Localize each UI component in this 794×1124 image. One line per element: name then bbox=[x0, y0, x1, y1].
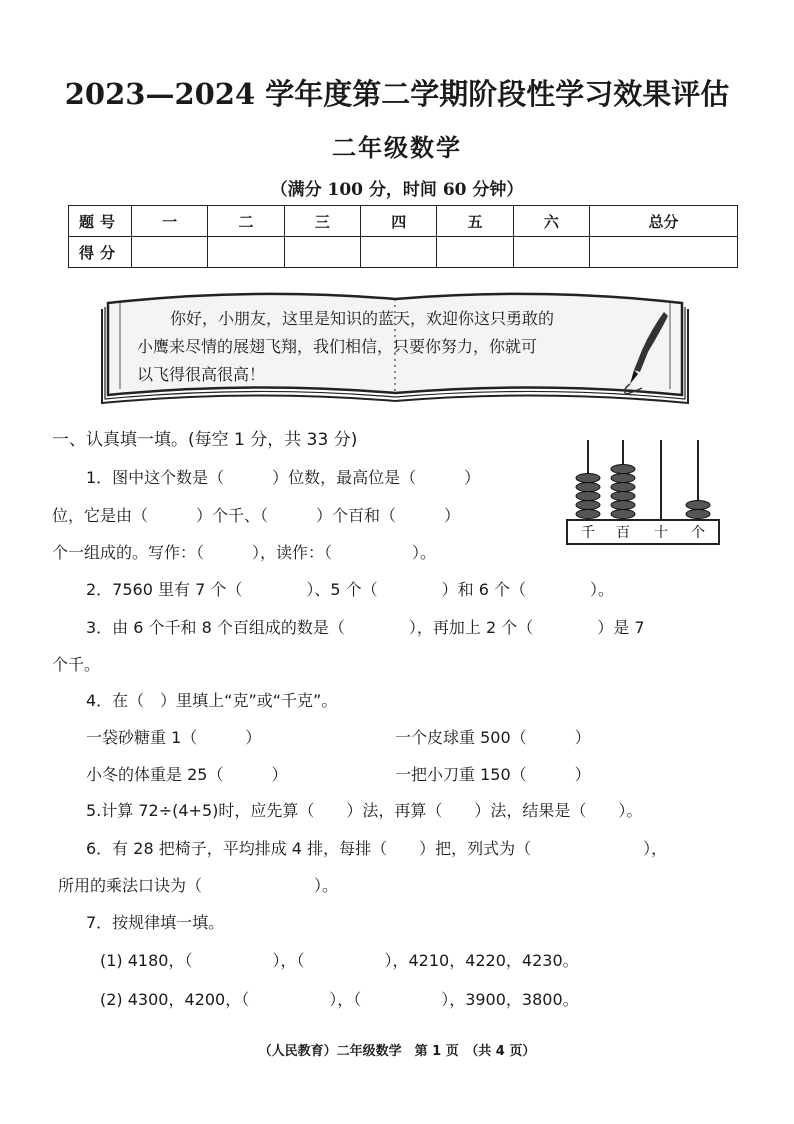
score-col-3: 三 bbox=[284, 206, 360, 237]
abacus-label-tens: 十 bbox=[654, 525, 668, 541]
score-col-5: 五 bbox=[437, 206, 513, 237]
score-table-row2-label: 得分 bbox=[69, 237, 132, 268]
intro-line-1: 你好，小朋友，这里是知识的蓝天，欢迎你这只勇敢的 bbox=[170, 309, 555, 328]
score-cell-5[interactable] bbox=[437, 237, 513, 268]
abacus-bead bbox=[611, 501, 635, 510]
q4: 4．在（ ）里填上“克”或“千克”。 bbox=[86, 691, 338, 710]
score-col-4: 四 bbox=[361, 206, 437, 237]
exam-info: （满分 100 分，时间 60 分钟） bbox=[270, 180, 524, 200]
score-cell-2[interactable] bbox=[208, 237, 284, 268]
q5: 5.计算 72÷(4+5)时，应先算（ ）法，再算（ ）法，结果是（ ）。 bbox=[86, 801, 643, 820]
section1-heading: 一、认真填一填。(每空 1 分，共 33 分) bbox=[52, 430, 358, 450]
q3-line-2: 个千。 bbox=[52, 655, 101, 674]
score-table-row1-label: 题号 bbox=[69, 206, 132, 237]
score-table-score-row bbox=[69, 237, 738, 268]
score-cell-6[interactable] bbox=[513, 237, 589, 268]
abacus-beads bbox=[576, 465, 710, 519]
q6-line-2: 所用的乘法口诀为（ ）。 bbox=[58, 876, 339, 895]
abacus-label-ones: 个 bbox=[691, 525, 705, 541]
q4-item-a: 一袋砂糖重 1（ ） bbox=[86, 728, 262, 747]
exam-title: 2023—2024 学年度第二学期阶段性学习效果评估 bbox=[64, 77, 730, 111]
q2: 2．7560 里有 7 个（ ）、5 个（ ）和 6 个（ ）。 bbox=[86, 580, 614, 599]
abacus-label-hundreds: 百 bbox=[616, 525, 630, 541]
score-cell-1[interactable] bbox=[132, 237, 208, 268]
abacus-bead bbox=[686, 510, 710, 519]
q3-line-1: 3．由 6 个千和 8 个百组成的数是（ ），再加上 2 个（ ）是 7 bbox=[86, 618, 645, 637]
abacus-label-thousands: 千 bbox=[581, 525, 595, 541]
q4-item-d: 一把小刀重 150（ ） bbox=[395, 765, 591, 784]
score-cell-4[interactable] bbox=[361, 237, 437, 268]
score-col-6: 六 bbox=[513, 206, 589, 237]
intro-line-2: 小鹰来尽情的展翅飞翔，我们相信，只要你努力，你就可 bbox=[137, 337, 538, 356]
q1-line-2: 位，它是由（ ）个千、（ ）个百和（ ） bbox=[52, 506, 461, 525]
q1-line-1: 1．图中这个数是（ ）位数，最高位是（ ） bbox=[86, 468, 481, 487]
q1-line-3: 个一组成的。写作：（ ），读作：（ ）。 bbox=[52, 543, 437, 562]
abacus-bead bbox=[576, 501, 600, 510]
abacus-bead bbox=[576, 510, 600, 519]
abacus-bead bbox=[611, 474, 635, 483]
intro-line-3: 以飞得很高很高！ bbox=[137, 365, 266, 384]
abacus-bead bbox=[611, 492, 635, 501]
abacus-rods bbox=[588, 440, 698, 520]
score-col-total: 总分 bbox=[590, 206, 738, 237]
q6-line-1: 6．有 28 把椅子，平均排成 4 排，每排（ ）把，列式为（ ）， bbox=[86, 839, 668, 858]
abacus-bead bbox=[686, 501, 710, 510]
q7-sub-2: (2) 4300，4200，（ ），（ ），3900，3800。 bbox=[100, 990, 579, 1009]
q7: 7．按规律填一填。 bbox=[86, 913, 225, 932]
q4-item-b: 一个皮球重 500（ ） bbox=[395, 728, 591, 747]
q7-sub-1: (1) 4180，（ ），（ ），4210，4220，4230。 bbox=[100, 951, 579, 970]
abacus-bead bbox=[576, 474, 600, 483]
score-table-header-row bbox=[69, 206, 738, 237]
abacus-bead bbox=[576, 492, 600, 501]
quill-pen-icon bbox=[612, 308, 672, 398]
abacus-bead bbox=[576, 483, 600, 492]
score-col-2: 二 bbox=[208, 206, 284, 237]
exam-subtitle: 二年级数学 bbox=[332, 133, 462, 162]
page-footer: （人民教育）二年级数学 第 1 页 （共 4 页） bbox=[258, 1044, 536, 1059]
score-cell-total[interactable] bbox=[590, 237, 738, 268]
score-col-1: 一 bbox=[132, 206, 208, 237]
abacus-illustration bbox=[563, 440, 723, 550]
abacus-bead bbox=[611, 483, 635, 492]
abacus-bead bbox=[611, 465, 635, 474]
score-cell-3[interactable] bbox=[284, 237, 360, 268]
abacus-bead bbox=[611, 510, 635, 519]
q4-item-c: 小冬的体重是 25（ ） bbox=[86, 765, 288, 784]
score-table bbox=[68, 205, 738, 268]
